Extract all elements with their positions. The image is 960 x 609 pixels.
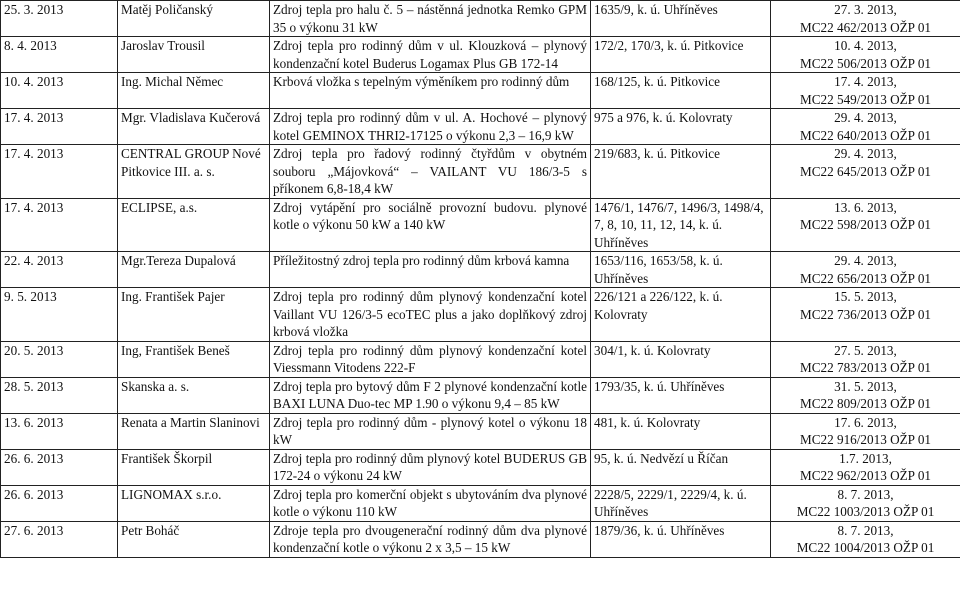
description-cell: Zdroj tepla pro halu č. 5 – nástěnná jednotka Remko GPM 35 o výkonu 31 kW <box>270 1 591 37</box>
permit-reference: MC22 506/2013 OŽP 01 <box>799 55 932 71</box>
permit-cell <box>771 37 960 73</box>
applicant-cell: Matěj Poličanský <box>118 1 270 37</box>
description-cell: Zdroje tepla pro dvougenerační rodinný dům dva plynové kondenzační kotle o výkonu 2 x 3,5 – 15 kW <box>270 521 591 557</box>
permit-cell <box>771 1 960 37</box>
description-cell: Zdroj tepla pro bytový dům F 2 plynové kondenzační kotle BAXI LUNA Duo-tec MP 1.90 o výkonu 9,4 – 85 kW <box>270 377 591 413</box>
parcel-cell: 304/1, k. ú. Kolovraty <box>591 341 771 377</box>
permit-cell <box>771 109 960 145</box>
table-row <box>1 109 960 145</box>
applicant-cell: Ing. Michal Němec <box>118 73 270 109</box>
permit-date: 17. 6. 2013, <box>834 414 897 430</box>
permit-reference: MC22 783/2013 OŽP 01 <box>799 360 932 375</box>
table-row <box>1 413 960 449</box>
description-cell: Zdroj tepla pro rodinný dům - plynový kotel o výkonu 18 kW <box>270 413 591 449</box>
table-row <box>1 198 960 252</box>
permit-reference: MC22 809/2013 OŽP 01 <box>799 396 932 411</box>
date-cell: 20. 5. 2013 <box>1 341 118 377</box>
table-row <box>1 449 960 485</box>
permit-date: 29. 4. 2013, <box>834 146 897 161</box>
permit-date: 27. 3. 2013, <box>834 2 897 17</box>
date-cell: 25. 3. 2013 <box>1 1 118 37</box>
permit-cell <box>771 521 960 557</box>
description-cell: Krbová vložka s tepelným výměníkem pro rodinný dům <box>270 73 591 109</box>
table-row <box>1 288 960 342</box>
date-cell: 17. 4. 2013 <box>1 145 118 199</box>
parcel-cell: 219/683, k. ú. Pitkovice <box>591 145 771 199</box>
description-cell: Zdroj tepla pro rodinný dům plynový kondenzační kotel Viessmann Vitodens 222-F <box>270 341 591 377</box>
description-cell: Zdroj tepla pro rodinný dům v ul. A. Hochové – plynový kotel GEMINOX THRI2-17125 o výkonu 2,3 – 16,9 kW <box>270 109 591 145</box>
permit-date: 29. 4. 2013, <box>834 110 897 125</box>
permit-reference: MC22 462/2013 OŽP 01 <box>799 19 932 35</box>
parcel-cell: 172/2, 170/3, k. ú. Pitkovice <box>591 37 771 73</box>
applicant-cell: Ing, František Beneš <box>118 341 270 377</box>
table-row <box>1 145 960 199</box>
permit-date: 17. 4. 2013, <box>834 74 897 89</box>
date-cell: 22. 4. 2013 <box>1 252 118 288</box>
applicant-cell: CENTRAL GROUP Nové Pitkovice III. a. s. <box>118 145 270 199</box>
table-row <box>1 252 960 288</box>
table-row <box>1 377 960 413</box>
permit-date: 27. 5. 2013, <box>834 342 897 358</box>
date-cell: 9. 5. 2013 <box>1 288 118 342</box>
parcel-cell: 1476/1, 1476/7, 1496/3, 1498/4, 7, 8, 10, 11, 12, 14, k. ú. Uhříněves <box>591 198 771 252</box>
permit-reference: MC22 549/2013 OŽP 01 <box>799 91 932 107</box>
date-cell: 8. 4. 2013 <box>1 37 118 73</box>
applicant-cell: Petr Boháč <box>118 521 270 557</box>
permit-cell <box>771 449 960 485</box>
parcel-cell: 975 a 976, k. ú. Kolovraty <box>591 109 771 145</box>
description-cell: Zdroj tepla pro rodinný dům plynový kondenzační kotel Vaillant VU 126/3-5 ecoTEC plus a jako doplňkový zdroj krbová vložka <box>270 288 591 342</box>
applicant-cell: Skanska a. s. <box>118 377 270 413</box>
permit-date: 1.7. 2013, <box>839 450 892 466</box>
permit-cell <box>771 485 960 521</box>
applicant-cell: Jaroslav Trousil <box>118 37 270 73</box>
permit-cell <box>771 198 960 252</box>
parcel-cell: 1879/36, k. ú. Uhříněves <box>591 521 771 557</box>
permit-reference: MC22 1004/2013 OŽP 01 <box>796 540 935 555</box>
date-cell: 13. 6. 2013 <box>1 413 118 449</box>
permit-date: 8. 7. 2013, <box>837 522 894 538</box>
permit-date: 13. 6. 2013, <box>834 199 897 215</box>
date-cell: 17. 4. 2013 <box>1 198 118 252</box>
description-cell: Zdroj tepla pro rodinný dům v ul. Klouzková – plynový kondenzační kotel Buderus Logamax Plus GB 172-14 <box>270 37 591 73</box>
parcel-cell: 95, k. ú. Nedvězí u Říčan <box>591 449 771 485</box>
permit-date: 10. 4. 2013, <box>834 38 897 53</box>
parcel-cell: 481, k. ú. Kolovraty <box>591 413 771 449</box>
description-cell: Příležitostný zdroj tepla pro rodinný dům krbová kamna <box>270 252 591 288</box>
description-cell: Zdroj tepla pro řadový rodinný čtyřdům v obytném souboru „Májovková“ – VAILANT VU 186/3-5 s příkonem 6,8-18,4 kW <box>270 145 591 199</box>
applicant-cell: Ing. František Pajer <box>118 288 270 342</box>
applicant-cell: ECLIPSE, a.s. <box>118 198 270 252</box>
permit-reference: MC22 962/2013 OŽP 01 <box>799 468 932 483</box>
date-cell: 17. 4. 2013 <box>1 109 118 145</box>
parcel-cell: 2228/5, 2229/1, 2229/4, k. ú. Uhříněves <box>591 485 771 521</box>
table-row <box>1 37 960 73</box>
description-cell: Zdroj vytápění pro sociálně provozní budovu. plynové kotle o výkonu 50 kW a 140 kW <box>270 198 591 252</box>
table-row <box>1 341 960 377</box>
applicant-cell: Mgr. Vladislava Kučerová <box>118 109 270 145</box>
date-cell: 28. 5. 2013 <box>1 377 118 413</box>
parcel-cell: 1635/9, k. ú. Uhříněves <box>591 1 771 37</box>
description-cell: Zdroj tepla pro komerční objekt s ubytováním dva plynové kotle o výkonu 110 kW <box>270 485 591 521</box>
permit-cell <box>771 145 960 199</box>
applicant-cell: LIGNOMAX s.r.o. <box>118 485 270 521</box>
date-cell: 26. 6. 2013 <box>1 449 118 485</box>
parcel-cell: 1653/116, 1653/58, k. ú. Uhříněves <box>591 252 771 288</box>
date-cell: 26. 6. 2013 <box>1 485 118 521</box>
permit-reference: MC22 656/2013 OŽP 01 <box>799 270 932 286</box>
parcel-cell: 1793/35, k. ú. Uhříněves <box>591 377 771 413</box>
permit-reference: MC22 916/2013 OŽP 01 <box>799 432 932 447</box>
permit-cell <box>771 413 960 449</box>
permit-cell <box>771 252 960 288</box>
permit-date: 8. 7. 2013, <box>837 486 894 502</box>
permit-reference: MC22 1003/2013 OŽP 01 <box>796 504 935 519</box>
permit-cell <box>771 73 960 109</box>
permit-cell <box>771 341 960 377</box>
parcel-cell: 168/125, k. ú. Pitkovice <box>591 73 771 109</box>
permit-reference: MC22 645/2013 OŽP 01 <box>799 163 932 179</box>
applicant-cell: Mgr.Tereza Dupalová <box>118 252 270 288</box>
date-cell: 10. 4. 2013 <box>1 73 118 109</box>
date-cell: 27. 6. 2013 <box>1 521 118 557</box>
permit-cell <box>771 377 960 413</box>
permit-reference: MC22 640/2013 OŽP 01 <box>799 127 932 143</box>
table-row <box>1 73 960 109</box>
permit-date: 31. 5. 2013, <box>834 378 897 394</box>
parcel-cell: 226/121 a 226/122, k. ú. Kolovraty <box>591 288 771 342</box>
permit-date: 29. 4. 2013, <box>834 253 897 268</box>
permit-reference: MC22 736/2013 OŽP 01 <box>799 306 932 322</box>
permit-date: 15. 5. 2013, <box>834 289 897 304</box>
table-row <box>1 485 960 521</box>
table-row <box>1 1 960 37</box>
applicant-cell: František Škorpil <box>118 449 270 485</box>
permit-cell <box>771 288 960 342</box>
description-cell: Zdroj tepla pro rodinný dům plynový kotel BUDERUS GB 172-24 o výkonu 24 kW <box>270 449 591 485</box>
applicant-cell: Renata a Martin Slaninovi <box>118 413 270 449</box>
table-body <box>1 1 960 558</box>
table-row <box>1 521 960 557</box>
permit-reference: MC22 598/2013 OŽP 01 <box>799 217 932 232</box>
